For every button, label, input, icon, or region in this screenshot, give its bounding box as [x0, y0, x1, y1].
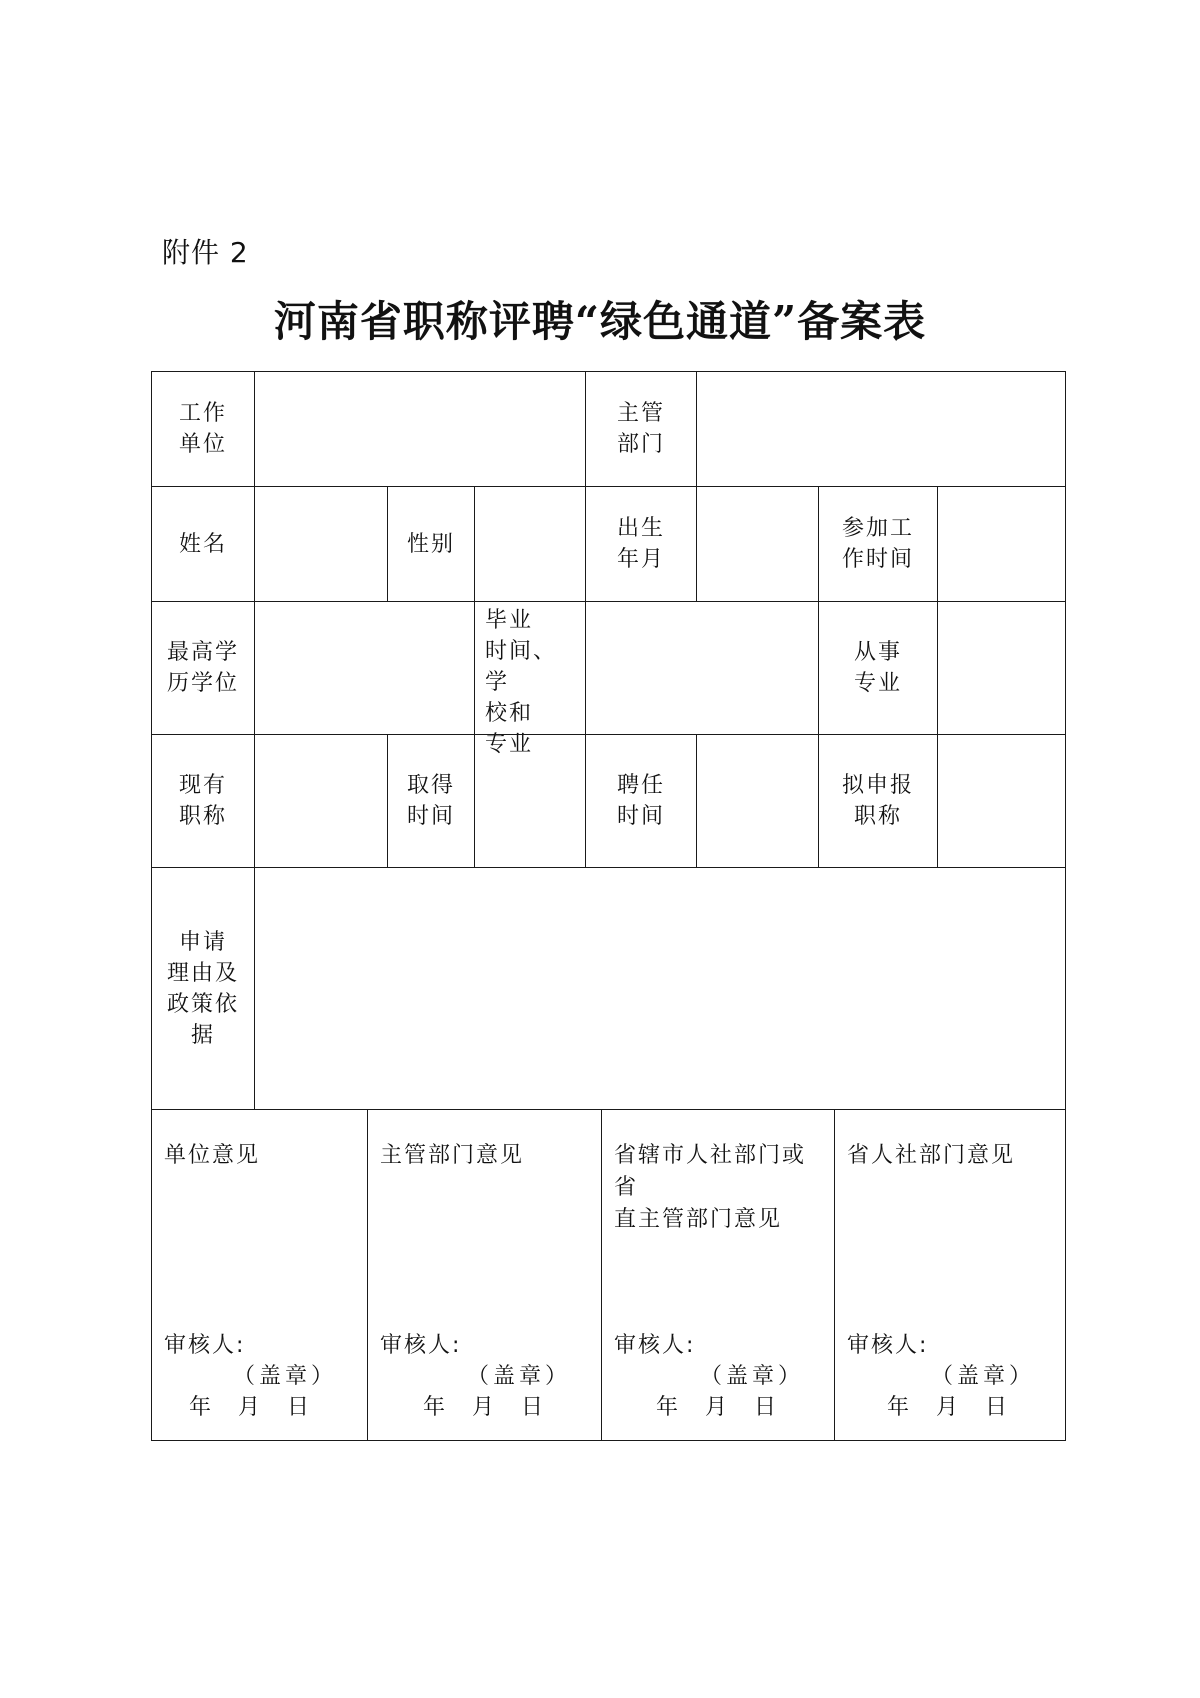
obtained-time-label-cell [387, 734, 475, 868]
supervising-dept-reviewer-label: 审核人: [380, 1333, 462, 1358]
city-hr-seal-label: （盖章） [699, 1364, 804, 1389]
unit-opinion-box[interactable] [151, 1109, 368, 1441]
name-label-cell [151, 486, 255, 602]
field-of-work-label: 从事 专业 [853, 640, 902, 696]
proposed-title-input[interactable] [937, 734, 1066, 868]
province-hr-opinion-heading: 省人社部门意见 [847, 1143, 1016, 1168]
birth-date-label: 出生 年月 [616, 516, 665, 572]
proposed-title-label: 拟申报 职称 [841, 773, 914, 829]
current-title-label: 现有 职称 [178, 773, 227, 829]
highest-degree-input[interactable] [254, 601, 475, 735]
city-hr-opinion-box[interactable] [601, 1109, 835, 1441]
work-start-input[interactable] [937, 486, 1066, 602]
province-hr-reviewer-label: 审核人: [847, 1333, 929, 1358]
gender-label: 性别 [406, 531, 455, 557]
appointment-time-input[interactable] [696, 734, 819, 868]
work-start-label: 参加工 作时间 [841, 516, 914, 572]
province-hr-seal-label: （盖章） [930, 1364, 1035, 1389]
appointment-time-label-cell [585, 734, 697, 868]
form-title: 河南省职称评聘“绿色通道”备案表 [273, 297, 927, 346]
reason-label-cell [151, 867, 255, 1110]
work-unit-label-cell [151, 371, 255, 487]
gender-label-cell [387, 486, 475, 602]
graduation-info-label-cell [474, 601, 586, 757]
city-hr-reviewer-label: 审核人: [614, 1333, 696, 1358]
graduation-info-label: 毕业 时间、学 校和 专业 [485, 608, 558, 757]
name-label: 姓名 [178, 531, 227, 557]
province-hr-date-label: 年 月 日 [887, 1395, 1017, 1420]
supervising-dept-opinion-heading: 主管部门意见 [380, 1143, 525, 1168]
supervising-dept-date-label: 年 月 日 [423, 1395, 553, 1420]
current-title-label-cell [151, 734, 255, 868]
birth-date-label-cell [585, 486, 697, 602]
field-of-work-input[interactable] [937, 601, 1066, 735]
supervising-dept-label: 主管 部门 [616, 401, 665, 457]
highest-degree-label: 最高学 历学位 [166, 640, 239, 696]
work-unit-input[interactable] [254, 371, 586, 487]
attachment-label: 附件 2 [162, 236, 249, 269]
city-hr-date-label: 年 月 日 [656, 1395, 786, 1420]
unit-seal-label: （盖章） [232, 1364, 337, 1389]
obtained-time-input[interactable] [474, 734, 586, 868]
current-title-input[interactable] [254, 734, 388, 868]
unit-date-label: 年 月 日 [189, 1395, 319, 1420]
field-of-work-label-cell [818, 601, 938, 735]
work-unit-label: 工作 单位 [178, 401, 227, 457]
reason-label: 申请 理由及 政策依 据 [166, 929, 239, 1048]
supervising-dept-label-cell [585, 371, 697, 487]
highest-degree-label-cell [151, 601, 255, 735]
graduation-info-input[interactable] [585, 601, 819, 735]
gender-input[interactable] [474, 486, 586, 602]
city-hr-opinion-heading: 省辖市人社部门或省 直主管部门意见 [614, 1143, 807, 1232]
province-hr-opinion-box[interactable] [834, 1109, 1066, 1441]
work-start-label-cell [818, 486, 938, 602]
appointment-time-label: 聘任 时间 [616, 773, 665, 829]
birth-date-input[interactable] [696, 486, 819, 602]
supervising-dept-seal-label: （盖章） [466, 1364, 571, 1389]
name-input[interactable] [254, 486, 388, 602]
supervising-dept-input[interactable] [696, 371, 1066, 487]
obtained-time-label: 取得 时间 [406, 773, 455, 829]
unit-reviewer-label: 审核人: [164, 1333, 246, 1358]
unit-opinion-heading: 单位意见 [164, 1143, 261, 1168]
reason-input[interactable] [254, 867, 1066, 1110]
proposed-title-label-cell [818, 734, 938, 868]
supervising-dept-opinion-box[interactable] [367, 1109, 602, 1441]
